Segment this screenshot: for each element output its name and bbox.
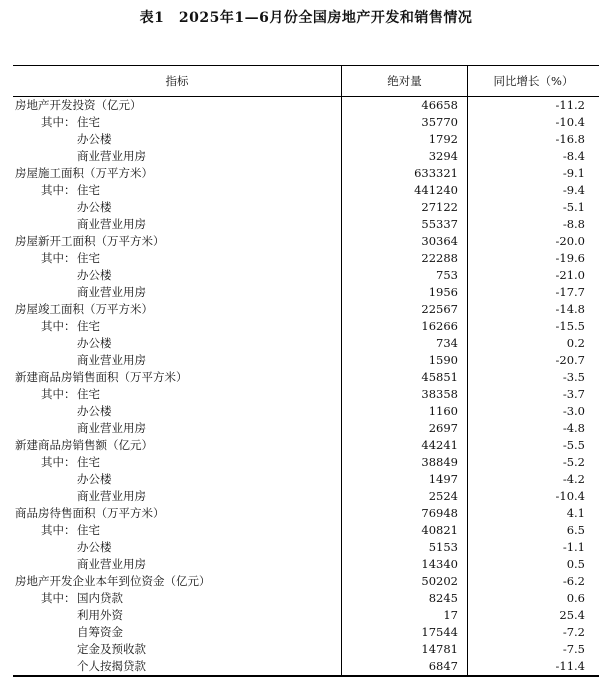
row-yoy-growth: -5.1 [562, 200, 585, 214]
row-label: 利用外资 [77, 608, 123, 622]
row-indicator [15, 335, 112, 352]
row-absolute-value: 3294 [428, 149, 458, 163]
row-indicator [15, 114, 100, 131]
table-row [13, 505, 599, 522]
row-absolute-value: 35770 [421, 115, 458, 129]
row-absolute-value: 734 [436, 336, 458, 350]
table-row [13, 131, 599, 148]
table-row [13, 522, 599, 539]
row-label: 房屋竣工面积（万平方米） [15, 302, 153, 316]
row-label: 商业营业用房 [77, 557, 146, 571]
row-label: 个人按揭贷款 [77, 659, 146, 673]
row-indicator [15, 624, 123, 641]
table-row [13, 165, 599, 182]
row-label: 商业营业用房 [77, 285, 146, 299]
row-yoy-growth: 0.6 [566, 591, 585, 605]
table-row [13, 590, 599, 607]
row-absolute-value: 30364 [421, 234, 458, 248]
row-yoy-growth: -3.0 [562, 404, 585, 418]
row-label: 办公楼 [77, 404, 112, 418]
row-indicator [15, 352, 146, 369]
row-label: 自筹资金 [77, 625, 123, 639]
table-row [13, 556, 599, 573]
table-row [13, 471, 599, 488]
row-absolute-value: 1497 [428, 472, 458, 486]
table-row [13, 352, 599, 369]
row-indicator [15, 658, 146, 675]
row-indicator [15, 233, 165, 250]
row-label: 商业营业用房 [77, 489, 146, 503]
bottom-rule [13, 675, 599, 677]
row-indicator [15, 250, 100, 267]
row-indicator [15, 607, 123, 624]
row-yoy-growth: 4.1 [566, 506, 585, 520]
table-row [13, 420, 599, 437]
table-row [13, 641, 599, 658]
row-label: 住宅 [77, 251, 100, 265]
row-label: 住宅 [77, 455, 100, 469]
table-row [13, 624, 599, 641]
row-yoy-growth: -9.1 [562, 166, 585, 180]
row-label: 房屋新开工面积（万平方米） [15, 234, 165, 248]
row-yoy-growth: -11.2 [555, 98, 585, 112]
table-header [13, 65, 599, 97]
row-yoy-growth: -7.2 [562, 625, 585, 639]
row-indicator [15, 522, 100, 539]
row-label: 住宅 [77, 115, 100, 129]
row-absolute-value: 6847 [428, 659, 458, 673]
table-row [13, 250, 599, 267]
row-indicator [15, 556, 146, 573]
row-yoy-growth: -5.2 [562, 455, 585, 469]
row-yoy-growth: -10.4 [555, 489, 585, 503]
row-label: 办公楼 [77, 336, 112, 350]
row-prefix: 其中： [41, 115, 76, 129]
row-indicator [15, 369, 188, 386]
row-indicator [15, 573, 211, 590]
table-title: 表1 2025年1—6月份全国房地产开发和销售情况 [139, 10, 473, 26]
row-indicator [15, 267, 112, 284]
row-label: 新建商品房销售额（亿元） [15, 438, 153, 452]
row-yoy-growth: -15.5 [555, 319, 585, 333]
table-row [13, 148, 599, 165]
row-label: 住宅 [77, 387, 100, 401]
row-yoy-growth: -4.8 [562, 421, 585, 435]
table-row [13, 301, 599, 318]
row-yoy-growth: 6.5 [566, 523, 585, 537]
row-label: 商业营业用房 [77, 353, 146, 367]
row-label: 房地产开发企业本年到位资金（亿元） [15, 574, 211, 588]
row-absolute-value: 45851 [421, 370, 458, 384]
row-absolute-value: 22567 [421, 302, 458, 316]
row-label: 国内贷款 [77, 591, 123, 605]
table-body [13, 97, 599, 675]
row-absolute-value: 1956 [428, 285, 458, 299]
row-absolute-value: 2697 [428, 421, 458, 435]
row-absolute-value: 753 [436, 268, 458, 282]
row-indicator [15, 590, 123, 607]
row-indicator [15, 471, 112, 488]
row-label: 房地产开发投资（亿元） [15, 98, 142, 112]
table-row [13, 335, 599, 352]
row-absolute-value: 17 [443, 608, 458, 622]
row-yoy-growth: -9.4 [562, 183, 585, 197]
row-yoy-growth: -4.2 [562, 472, 585, 486]
row-label: 商业营业用房 [77, 217, 146, 231]
header-absolute: 绝对量 [341, 66, 467, 96]
row-absolute-value: 22288 [421, 251, 458, 265]
row-prefix: 其中： [41, 387, 76, 401]
row-indicator [15, 488, 146, 505]
row-yoy-growth: 25.4 [559, 608, 585, 622]
row-prefix: 其中： [41, 523, 76, 537]
table-row [13, 182, 599, 199]
header-yoy: 同比增长（%） [467, 66, 599, 96]
row-absolute-value: 1590 [428, 353, 458, 367]
row-yoy-growth: -8.4 [562, 149, 585, 163]
row-absolute-value: 38358 [421, 387, 458, 401]
row-indicator [15, 97, 142, 114]
row-yoy-growth: -1.1 [562, 540, 585, 554]
row-absolute-value: 27122 [421, 200, 458, 214]
table-row [13, 97, 599, 114]
row-label: 办公楼 [77, 540, 112, 554]
row-indicator [15, 403, 112, 420]
row-yoy-growth: -10.4 [555, 115, 585, 129]
row-indicator [15, 420, 146, 437]
table-row [13, 267, 599, 284]
row-absolute-value: 2524 [428, 489, 458, 503]
row-absolute-value: 55337 [421, 217, 458, 231]
table-rows [13, 97, 599, 675]
row-label: 新建商品房销售面积（万平方米） [15, 370, 188, 384]
table-row [13, 573, 599, 590]
row-yoy-growth: -16.8 [555, 132, 585, 146]
header-indicator: 指标 [165, 74, 189, 88]
table-row [13, 658, 599, 675]
table-row [13, 199, 599, 216]
row-absolute-value: 14340 [421, 557, 458, 571]
table-row [13, 216, 599, 233]
row-absolute-value: 46658 [421, 98, 458, 112]
row-absolute-value: 8245 [428, 591, 458, 605]
table-row [13, 369, 599, 386]
row-indicator [15, 182, 100, 199]
row-label: 办公楼 [77, 200, 112, 214]
row-indicator [15, 454, 100, 471]
row-absolute-value: 1160 [428, 404, 458, 418]
row-yoy-growth: -8.8 [562, 217, 585, 231]
row-yoy-growth: -6.2 [562, 574, 585, 588]
row-prefix: 其中： [41, 183, 76, 197]
row-absolute-value: 76948 [421, 506, 458, 520]
row-absolute-value: 633321 [414, 166, 458, 180]
row-indicator [15, 641, 146, 658]
row-label: 商业营业用房 [77, 149, 146, 163]
row-yoy-growth: -3.7 [562, 387, 585, 401]
row-label: 定金及预收款 [77, 642, 146, 656]
row-yoy-growth: -20.7 [555, 353, 585, 367]
row-indicator [15, 386, 100, 403]
table-row [13, 318, 599, 335]
row-absolute-value: 441240 [414, 183, 458, 197]
row-yoy-growth: -14.8 [555, 302, 585, 316]
row-absolute-value: 50202 [421, 574, 458, 588]
row-label: 办公楼 [77, 268, 112, 282]
row-indicator [15, 148, 146, 165]
row-yoy-growth: -17.7 [555, 285, 585, 299]
table-row [13, 403, 599, 420]
table-row [13, 454, 599, 471]
row-absolute-value: 14781 [421, 642, 458, 656]
row-label: 住宅 [77, 183, 100, 197]
row-indicator [15, 505, 165, 522]
row-prefix: 其中： [41, 591, 76, 605]
table-row [13, 607, 599, 624]
table-row [13, 488, 599, 505]
row-absolute-value: 40821 [421, 523, 458, 537]
row-label: 办公楼 [77, 132, 112, 146]
row-label: 住宅 [77, 523, 100, 537]
row-indicator [15, 284, 146, 301]
row-indicator [15, 301, 153, 318]
row-indicator [15, 539, 112, 556]
table-row [13, 233, 599, 250]
row-label: 商品房待售面积（万平方米） [15, 506, 165, 520]
row-prefix: 其中： [41, 319, 76, 333]
row-label: 房屋施工面积（万平方米） [15, 166, 153, 180]
row-indicator [15, 437, 153, 454]
row-absolute-value: 5153 [428, 540, 458, 554]
row-indicator [15, 131, 112, 148]
row-yoy-growth: 0.2 [566, 336, 585, 350]
table-row [13, 539, 599, 556]
table-row [13, 284, 599, 301]
row-indicator [15, 199, 112, 216]
row-label: 商业营业用房 [77, 421, 146, 435]
row-absolute-value: 17544 [421, 625, 458, 639]
row-yoy-growth: -7.5 [562, 642, 585, 656]
row-yoy-growth: -19.6 [555, 251, 585, 265]
row-indicator [15, 216, 146, 233]
row-label: 住宅 [77, 319, 100, 333]
row-absolute-value: 16266 [421, 319, 458, 333]
row-absolute-value: 38849 [421, 455, 458, 469]
row-indicator [15, 318, 100, 335]
row-prefix: 其中： [41, 251, 76, 265]
row-absolute-value: 1792 [428, 132, 458, 146]
row-yoy-growth: -11.4 [555, 659, 585, 673]
row-yoy-growth: -20.0 [555, 234, 585, 248]
row-yoy-growth: -21.0 [555, 268, 585, 282]
row-yoy-growth: -5.5 [562, 438, 585, 452]
table-row [13, 437, 599, 454]
table-row [13, 114, 599, 131]
table-row [13, 386, 599, 403]
row-yoy-growth: 0.5 [566, 557, 585, 571]
row-absolute-value: 44241 [421, 438, 458, 452]
row-yoy-growth: -3.5 [562, 370, 585, 384]
row-label: 办公楼 [77, 472, 112, 486]
row-prefix: 其中： [41, 455, 76, 469]
row-indicator [15, 165, 153, 182]
